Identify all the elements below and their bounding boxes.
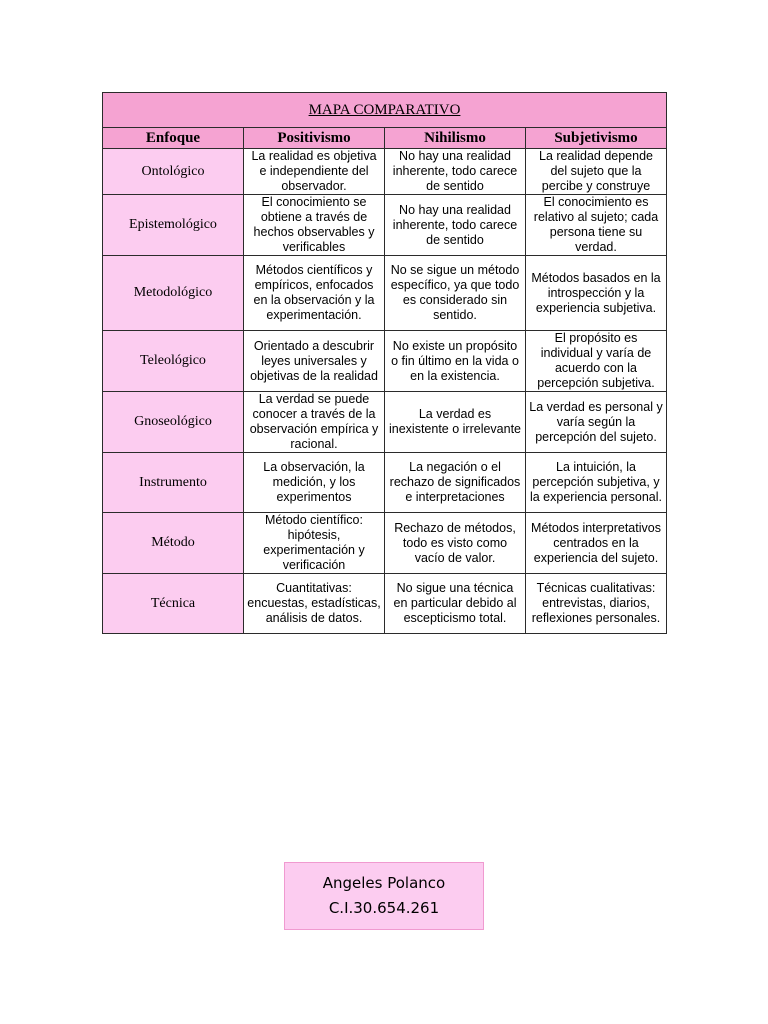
table-row: [103, 392, 667, 453]
table-cell: No hay una realidad inherente, todo carece de sentido: [385, 195, 526, 256]
comparative-map-table: [102, 92, 667, 634]
table-cell: La intuición, la percepción subjetiva, y la experiencia personal.: [526, 453, 667, 513]
row-label: Epistemológico: [103, 195, 244, 256]
table-cell: Técnicas cualitativas: entrevistas, diarios, reflexiones personales.: [526, 574, 667, 634]
table-cell: La negación o el rechazo de significados e interpretaciones: [385, 453, 526, 513]
title-row: [103, 93, 667, 128]
table-cell: Métodos científicos y empíricos, enfocados en la observación y la experimentación.: [244, 256, 385, 331]
row-label: Técnica: [103, 574, 244, 634]
table-cell: El conocimiento se obtiene a través de hechos observables y verificables: [244, 195, 385, 256]
header-row: [103, 128, 667, 149]
row-label: Gnoseológico: [103, 392, 244, 453]
table-cell: La verdad es personal y varía según la percepción del sujeto.: [526, 392, 667, 453]
table-cell: El propósito es individual y varía de acuerdo con la percepción subjetiva.: [526, 331, 667, 392]
row-label: Instrumento: [103, 453, 244, 513]
row-label: Método: [103, 513, 244, 574]
table-row: [103, 195, 667, 256]
table-cell: Orientado a descubrir leyes universales y objetivas de la realidad: [244, 331, 385, 392]
column-header-nihilismo: Nihilismo: [385, 128, 526, 149]
table-cell: El conocimiento es relativo al sujeto; cada persona tiene su verdad.: [526, 195, 667, 256]
row-label: Metodológico: [103, 256, 244, 331]
column-header-positivismo: Positivismo: [244, 128, 385, 149]
row-label: Ontológico: [103, 149, 244, 195]
table-cell: La verdad se puede conocer a través de la observación empírica y racional.: [244, 392, 385, 453]
table-cell: La realidad depende del sujeto que la percibe y construye: [526, 149, 667, 195]
table-cell: La observación, la medición, y los experimentos: [244, 453, 385, 513]
author-name: Angeles Polanco: [322, 874, 446, 892]
table-row: [103, 149, 667, 195]
row-label: Teleológico: [103, 331, 244, 392]
table-cell: No hay una realidad inherente, todo carece de sentido: [385, 149, 526, 195]
table-row: [103, 574, 667, 634]
table-cell: La realidad es objetiva e independiente del observador.: [244, 149, 385, 195]
table-cell: No se sigue un método específico, ya que todo es considerado sin sentido.: [385, 256, 526, 331]
table-cell: La verdad es inexistente o irrelevante: [385, 392, 526, 453]
table-cell: No sigue una técnica en particular debido al escepticismo total.: [385, 574, 526, 634]
table-row: [103, 256, 667, 331]
table-cell: Método científico: hipótesis, experimentación y verificación: [244, 513, 385, 574]
table-row: [103, 331, 667, 392]
table-cell: Rechazo de métodos, todo es visto como vacío de valor.: [385, 513, 526, 574]
table-cell: No existe un propósito o fin último en la vida o en la existencia.: [385, 331, 526, 392]
table-cell: Métodos basados en la introspección y la experiencia subjetiva.: [526, 256, 667, 331]
column-header-subjetivismo: Subjetivismo: [526, 128, 667, 149]
author-id: C.I.30.654.261: [328, 899, 440, 917]
table-cell: Métodos interpretativos centrados en la experiencia del sujeto.: [526, 513, 667, 574]
table-title: MAPA COMPARATIVO: [103, 93, 667, 128]
author-box: [284, 862, 484, 930]
table-row: [103, 513, 667, 574]
table-cell: Cuantitativas: encuestas, estadísticas, análisis de datos.: [244, 574, 385, 634]
table-row: [103, 453, 667, 513]
column-header-enfoque: Enfoque: [103, 128, 244, 149]
